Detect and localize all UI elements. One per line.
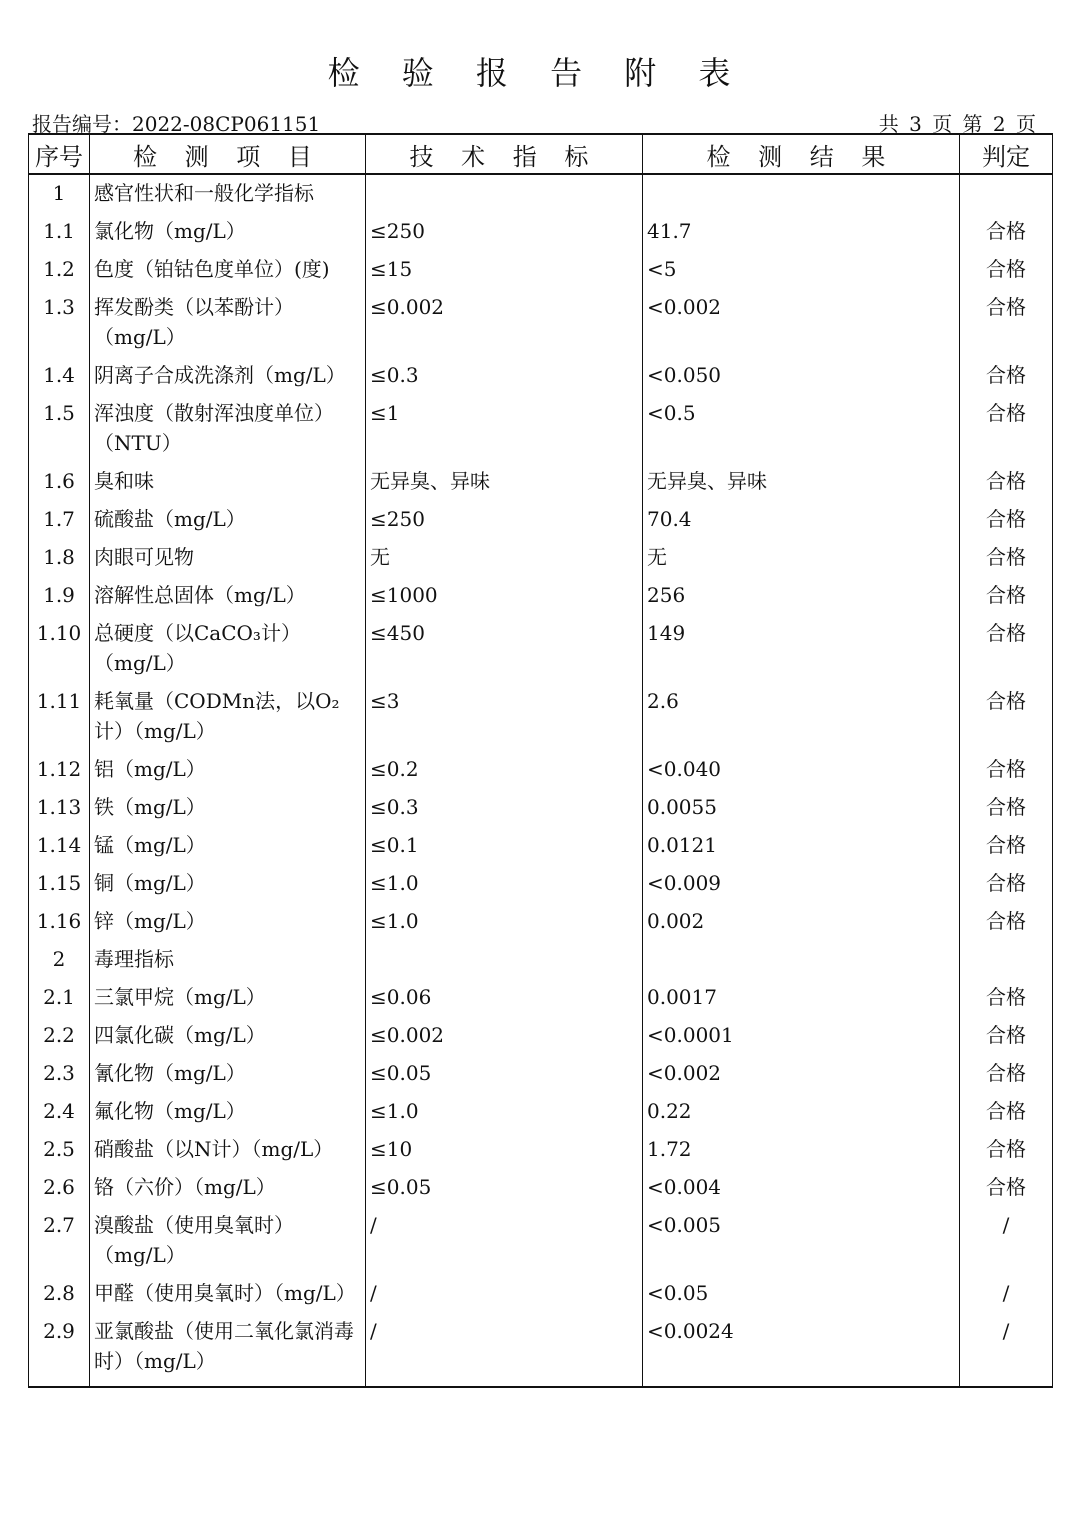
row-item: 三氯甲烷（mg/L） <box>90 978 366 1016</box>
table-row <box>29 394 1053 462</box>
row-result: <0.002 <box>643 1054 960 1092</box>
row-item: 浑浊度（散射浑浊度单位）（NTU） <box>90 394 366 462</box>
row-number: 1.5 <box>29 394 90 462</box>
row-judgement: 合格 <box>960 462 1053 500</box>
row-standard <box>366 174 643 212</box>
row-item: 亚氯酸盐（使用二氧化氯消毒时）（mg/L） <box>90 1312 366 1387</box>
row-standard: 无 <box>366 538 643 576</box>
row-item: 铜（mg/L） <box>90 864 366 902</box>
table-row <box>29 576 1053 614</box>
row-standard: / <box>366 1206 643 1274</box>
row-result: 1.72 <box>643 1130 960 1168</box>
header-result: 检 测 结 果 <box>643 134 960 174</box>
row-judgement: 合格 <box>960 1092 1053 1130</box>
row-item: 锰（mg/L） <box>90 826 366 864</box>
row-judgement: 合格 <box>960 682 1053 750</box>
row-result: 70.4 <box>643 500 960 538</box>
row-number: 1.2 <box>29 250 90 288</box>
row-judgement: 合格 <box>960 1168 1053 1206</box>
table-row <box>29 356 1053 394</box>
row-number: 2.7 <box>29 1206 90 1274</box>
row-number: 2.2 <box>29 1016 90 1054</box>
row-judgement: 合格 <box>960 212 1053 250</box>
row-item: 阴离子合成洗涤剂（mg/L） <box>90 356 366 394</box>
row-standard: ≤0.1 <box>366 826 643 864</box>
row-judgement: / <box>960 1206 1053 1274</box>
row-judgement: 合格 <box>960 788 1053 826</box>
row-standard: ≤0.3 <box>366 356 643 394</box>
table-row <box>29 750 1053 788</box>
row-item: 氰化物（mg/L） <box>90 1054 366 1092</box>
row-standard: ≤0.05 <box>366 1054 643 1092</box>
row-result: 0.0017 <box>643 978 960 1016</box>
row-number: 1.6 <box>29 462 90 500</box>
row-item: 臭和味 <box>90 462 366 500</box>
row-standard: ≤15 <box>366 250 643 288</box>
row-judgement: 合格 <box>960 500 1053 538</box>
header-no: 序号 <box>29 134 90 174</box>
row-result: <0.002 <box>643 288 960 356</box>
row-judgement <box>960 940 1053 978</box>
row-standard: ≤1.0 <box>366 864 643 902</box>
table-row <box>29 250 1053 288</box>
table-row <box>29 864 1053 902</box>
row-item: 锌（mg/L） <box>90 902 366 940</box>
row-number: 1.7 <box>29 500 90 538</box>
row-result: 0.22 <box>643 1092 960 1130</box>
row-result: 0.002 <box>643 902 960 940</box>
row-number: 1.9 <box>29 576 90 614</box>
row-standard: ≤0.002 <box>366 288 643 356</box>
row-number: 1.10 <box>29 614 90 682</box>
row-number: 1.3 <box>29 288 90 356</box>
row-judgement <box>960 174 1053 212</box>
row-standard: ≤0.3 <box>366 788 643 826</box>
table-row <box>29 1312 1053 1387</box>
row-item: 感官性状和一般化学指标 <box>90 174 366 212</box>
row-item: 氯化物（mg/L） <box>90 212 366 250</box>
inspection-table <box>28 133 1053 1388</box>
row-number: 1.8 <box>29 538 90 576</box>
row-judgement: 合格 <box>960 750 1053 788</box>
row-number: 1.12 <box>29 750 90 788</box>
row-result: <0.040 <box>643 750 960 788</box>
row-standard: ≤0.06 <box>366 978 643 1016</box>
row-judgement: 合格 <box>960 1130 1053 1168</box>
row-number: 1.13 <box>29 788 90 826</box>
document-title: 检 验 报 告 附 表 <box>327 54 747 92</box>
row-standard: / <box>366 1312 643 1387</box>
row-standard: ≤1 <box>366 394 643 462</box>
row-judgement: 合格 <box>960 1054 1053 1092</box>
table-row <box>29 1274 1053 1312</box>
row-result: <0.0024 <box>643 1312 960 1387</box>
row-number: 1.11 <box>29 682 90 750</box>
row-item: 甲醛（使用臭氧时）（mg/L） <box>90 1274 366 1312</box>
table-row <box>29 614 1053 682</box>
row-result: 2.6 <box>643 682 960 750</box>
table-row <box>29 1130 1053 1168</box>
table-row <box>29 462 1053 500</box>
row-judgement: 合格 <box>960 538 1053 576</box>
row-result: <0.005 <box>643 1206 960 1274</box>
row-standard: ≤250 <box>366 212 643 250</box>
row-item: 耗氧量（CODMn法，以O₂计）（mg/L） <box>90 682 366 750</box>
row-standard: ≤1.0 <box>366 902 643 940</box>
row-item: 四氯化碳（mg/L） <box>90 1016 366 1054</box>
row-item: 硝酸盐（以N计）（mg/L） <box>90 1130 366 1168</box>
row-item: 溶解性总固体（mg/L） <box>90 576 366 614</box>
header-judgement: 判定 <box>960 134 1053 174</box>
row-number: 1.16 <box>29 902 90 940</box>
row-standard <box>366 940 643 978</box>
row-result <box>643 940 960 978</box>
row-judgement: 合格 <box>960 1016 1053 1054</box>
row-item: 铬（六价）（mg/L） <box>90 1168 366 1206</box>
table-row <box>29 682 1053 750</box>
row-result: 无 <box>643 538 960 576</box>
table-header <box>29 134 1053 174</box>
table-row <box>29 940 1053 978</box>
row-result: <5 <box>643 250 960 288</box>
row-judgement: 合格 <box>960 902 1053 940</box>
table-body <box>29 174 1053 1387</box>
row-result: <0.004 <box>643 1168 960 1206</box>
table-row <box>29 826 1053 864</box>
row-judgement: 合格 <box>960 356 1053 394</box>
row-item: 肉眼可见物 <box>90 538 366 576</box>
row-result: <0.05 <box>643 1274 960 1312</box>
row-judgement: / <box>960 1312 1053 1387</box>
row-result: <0.5 <box>643 394 960 462</box>
row-number: 2.5 <box>29 1130 90 1168</box>
table-row <box>29 902 1053 940</box>
table-row <box>29 1206 1053 1274</box>
table-row <box>29 1092 1053 1130</box>
header-standard: 技 术 指 标 <box>366 134 643 174</box>
table-row <box>29 538 1053 576</box>
table-row <box>29 978 1053 1016</box>
table-row <box>29 174 1053 212</box>
row-number: 1.4 <box>29 356 90 394</box>
row-standard: ≤3 <box>366 682 643 750</box>
table-row <box>29 1168 1053 1206</box>
row-item: 铁（mg/L） <box>90 788 366 826</box>
row-number: 2.8 <box>29 1274 90 1312</box>
table-row <box>29 212 1053 250</box>
table-row <box>29 500 1053 538</box>
row-judgement: 合格 <box>960 394 1053 462</box>
table-row <box>29 788 1053 826</box>
row-number: 1 <box>29 174 90 212</box>
row-judgement: / <box>960 1274 1053 1312</box>
inspection-table-container <box>28 133 1052 1469</box>
row-standard: / <box>366 1274 643 1312</box>
row-number: 1.1 <box>29 212 90 250</box>
row-result: 无异臭、异味 <box>643 462 960 500</box>
row-standard: ≤0.2 <box>366 750 643 788</box>
table-row <box>29 1054 1053 1092</box>
row-item: 挥发酚类（以苯酚计）（mg/L） <box>90 288 366 356</box>
row-result: 256 <box>643 576 960 614</box>
row-result: <0.009 <box>643 864 960 902</box>
row-standard: ≤0.05 <box>366 1168 643 1206</box>
row-item: 色度（铂钴色度单位）(度) <box>90 250 366 288</box>
row-number: 2.3 <box>29 1054 90 1092</box>
table-row <box>29 1016 1053 1054</box>
row-result <box>643 174 960 212</box>
header-item: 检 测 项 目 <box>90 134 366 174</box>
row-standard: 无异臭、异味 <box>366 462 643 500</box>
row-judgement: 合格 <box>960 826 1053 864</box>
row-number: 2.6 <box>29 1168 90 1206</box>
row-standard: ≤10 <box>366 1130 643 1168</box>
row-standard: ≤250 <box>366 500 643 538</box>
row-number: 2.4 <box>29 1092 90 1130</box>
row-result: 41.7 <box>643 212 960 250</box>
row-judgement: 合格 <box>960 864 1053 902</box>
row-item: 氟化物（mg/L） <box>90 1092 366 1130</box>
row-number: 2.1 <box>29 978 90 1016</box>
row-item: 溴酸盐（使用臭氧时）（mg/L） <box>90 1206 366 1274</box>
row-number: 2.9 <box>29 1312 90 1387</box>
row-judgement: 合格 <box>960 978 1053 1016</box>
row-number: 1.14 <box>29 826 90 864</box>
table-row <box>29 288 1053 356</box>
row-judgement: 合格 <box>960 614 1053 682</box>
row-number: 1.15 <box>29 864 90 902</box>
row-result: 0.0055 <box>643 788 960 826</box>
row-item: 铝（mg/L） <box>90 750 366 788</box>
row-result: <0.050 <box>643 356 960 394</box>
row-result: <0.0001 <box>643 1016 960 1054</box>
row-standard: ≤1000 <box>366 576 643 614</box>
row-judgement: 合格 <box>960 576 1053 614</box>
row-judgement: 合格 <box>960 250 1053 288</box>
row-item: 总硬度（以CaCO₃计）（mg/L） <box>90 614 366 682</box>
row-number: 2 <box>29 940 90 978</box>
row-judgement: 合格 <box>960 288 1053 356</box>
page-info: 共 3 页 第 2 页 <box>878 112 1036 136</box>
row-item: 硫酸盐（mg/L） <box>90 500 366 538</box>
row-standard: ≤450 <box>366 614 643 682</box>
row-result: 0.0121 <box>643 826 960 864</box>
report-number: 报告编号：2022-08CP061151 <box>32 112 321 136</box>
row-item: 毒理指标 <box>90 940 366 978</box>
row-standard: ≤0.002 <box>366 1016 643 1054</box>
row-standard: ≤1.0 <box>366 1092 643 1130</box>
row-result: 149 <box>643 614 960 682</box>
